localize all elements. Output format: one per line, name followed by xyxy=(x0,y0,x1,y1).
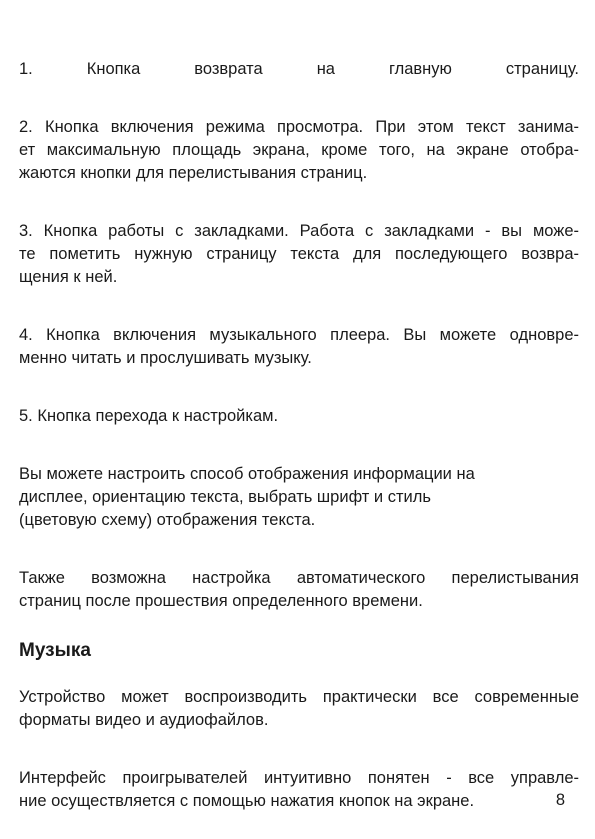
text-line: Устройство может воспроизводить практически все современные xyxy=(19,688,579,706)
text-line: ние осуществляется с помощью нажатия кнопок на экране. xyxy=(19,792,475,810)
text-line: менно читать и прослушивать музыку. xyxy=(19,349,312,367)
text-line: Также возможна настройка автоматического перелистывания xyxy=(19,569,579,587)
text-line: Вы можете настроить способ отображения информации на xyxy=(19,465,475,483)
text-line: те пометить нужную страницу текста для последующего возвра- xyxy=(19,245,579,263)
text-line: страниц после прошествия определенного времени. xyxy=(19,592,423,610)
text-line: 3. Кнопка работы с закладками. Работа с закладками - вы може- xyxy=(19,222,579,240)
item-5-text xyxy=(19,405,579,428)
item-1-text xyxy=(19,58,579,81)
autoflip-paragraph xyxy=(19,567,579,613)
text-line: щения к ней. xyxy=(19,268,118,286)
text-line: 5. Кнопка перехода к настройкам. xyxy=(19,407,279,425)
music-interface-paragraph xyxy=(19,767,579,813)
text-line: 4. Кнопка включения музыкального плеера. Вы можете одновре- xyxy=(19,326,579,344)
music-section-heading: Музыка xyxy=(19,640,91,661)
item-2-text xyxy=(19,116,579,185)
page-number: 8 xyxy=(555,791,565,809)
text-line: дисплее, ориентацию текста, выбрать шрифт и стиль xyxy=(19,488,431,506)
text-line: Интерфейс проигрывателей интуитивно понятен - все управле- xyxy=(19,769,579,787)
music-formats-paragraph xyxy=(19,686,579,732)
text-line: 2. Кнопка включения режима просмотра. При этом текст занима- xyxy=(19,118,579,136)
text-line: ет максимальную площадь экрана, кроме того, на экране отобра- xyxy=(19,141,579,159)
text-line: жаются кнопки для перелистывания страниц. xyxy=(19,164,368,182)
page-content xyxy=(19,58,579,813)
text-line: форматы видео и аудиофайлов. xyxy=(19,711,269,729)
settings-paragraph xyxy=(19,463,579,532)
text-line: (цветовую схему) отображения текста. xyxy=(19,511,316,529)
item-3-text xyxy=(19,220,579,289)
text-line: 1. Кнопка возврата на главную страницу. xyxy=(19,60,579,78)
item-4-text xyxy=(19,324,579,370)
